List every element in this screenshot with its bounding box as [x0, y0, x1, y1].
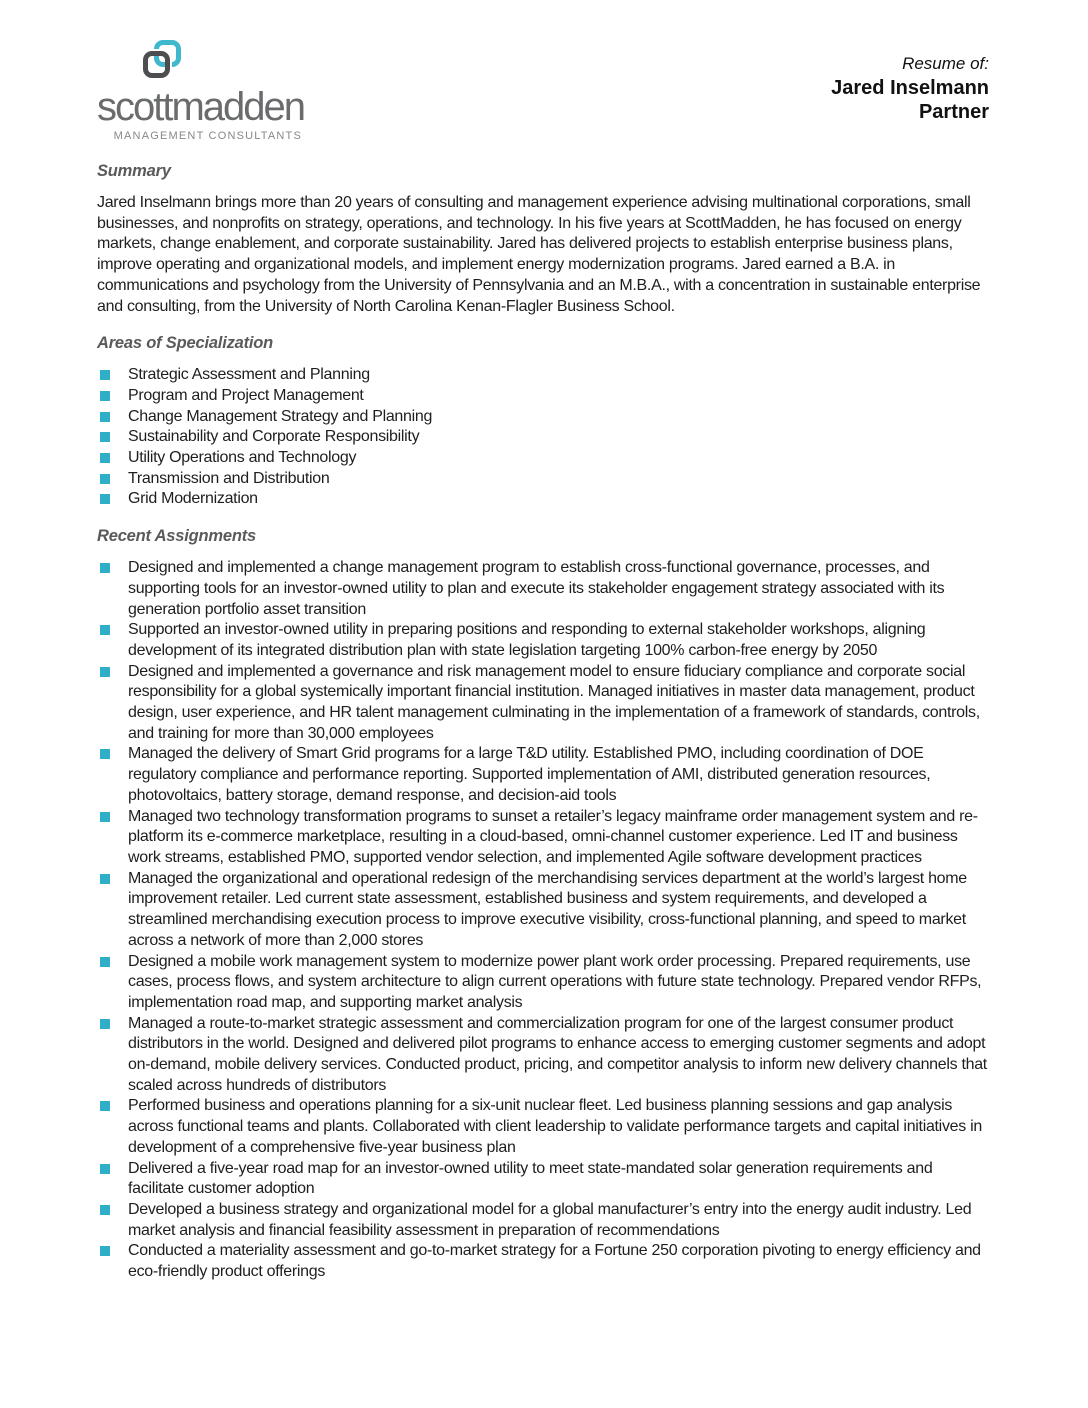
specialization-heading: Areas of Specialization — [97, 334, 274, 353]
header — [97, 40, 989, 142]
specialization-item-text: Change Management Strategy and Planning — [128, 407, 433, 425]
assignment-item-text: Conducted a materiality assessment and go-to-market strategy for a Fortune 250 corporation pivoting to energy efficiency and eco-friendly product offerings — [128, 1242, 981, 1281]
assignment-item — [97, 807, 989, 869]
specialization-item-text: Grid Modernization — [128, 490, 258, 508]
specialization-item-text: Program and Project Management — [128, 386, 364, 404]
assignment-item — [97, 620, 989, 661]
specialization-item — [97, 407, 989, 428]
assignment-item-text: Managed the delivery of Smart Grid programs for a large T&D utility. Established PMO, including coordination of DOE regulatory compliance and performance reporting. Supported implementation of AMI, distributed generation resources, photovoltaics, battery storage, demand response, and decision-aid tools — [128, 745, 931, 804]
assignment-item — [97, 952, 989, 1014]
summary-heading: Summary — [97, 162, 171, 180]
resume-header-block — [831, 52, 989, 124]
specialization-item — [97, 469, 989, 490]
assignment-item-text: Delivered a five-year road map for an investor-owned utility to meet state-mandated solar generation requirements and facilitate customer adoption — [128, 1159, 933, 1198]
assignment-item — [97, 1200, 989, 1241]
logo-gray-square-icon — [143, 51, 170, 78]
specialization-item-text: Utility Operations and Technology — [128, 449, 357, 467]
assignment-item-text: Designed and implemented a change management program to establish cross-functional governance, processes, and supporting tools for an investor-owned utility to plan and execute its stakeholder engagement strategy associated with its generation portfolio asset transition — [128, 559, 945, 618]
summary-section — [97, 162, 989, 317]
specialization-item — [97, 448, 989, 469]
specialization-item — [97, 489, 989, 510]
assignment-item — [97, 1241, 989, 1282]
assignment-item-text: Managed two technology transformation programs to sunset a retailer’s legacy mainframe order management system and re-platform its e-commerce marketplace, resulting in a cloud-based, omni-channel customer experience. Led IT and business work streams, established PMO, supported vendor selection, and implemented Agile software development practices — [128, 807, 978, 866]
assignments-heading: Recent Assignments — [97, 527, 256, 546]
assignment-item — [97, 1096, 989, 1158]
brand-wordmark: scottmadden — [97, 85, 305, 129]
specialization-item — [97, 427, 989, 448]
overlapping-squares-icon — [143, 40, 203, 84]
brand-tagline: MANAGEMENT CONSULTANTS — [113, 130, 303, 142]
assignment-item-text: Managed a route-to-market strategic assessment and commercialization program for one of the largest consumer product distributors in the world. Designed and delivered pilot programs to enhance access to emerging customer segments and adopt on-demand, mobile delivery services. Conducted product, pricing, and competitor analysis to inform new delivery channels that scaled across hundreds of distributors — [128, 1014, 987, 1094]
assignments-list — [97, 558, 989, 1283]
assignment-item-text: Performed business and operations planning for a six-unit nuclear fleet. Led business planning sessions and gap analysis across functional teams and plants. Collaborated with client leadership to validate performance targets and capital initiatives in development of a comprehensive five-year business plan — [128, 1097, 982, 1156]
assignment-item-text: Developed a business strategy and organizational model for a global manufacturer’s entry into the energy audit industry. Led market analysis and financial feasibility assessment in preparation of recommendations — [128, 1200, 972, 1239]
assignment-item — [97, 1014, 989, 1097]
specialization-item — [97, 365, 989, 386]
assignment-item-text: Supported an investor-owned utility in preparing positions and responding to external stakeholder workshops, aligning development of its integrated distribution plan with state legislation targeting 100% carbon-free energy by 2050 — [128, 621, 926, 659]
specialization-list — [97, 365, 989, 510]
person-title: Partner — [918, 101, 989, 123]
assignment-item-text: Managed the organizational and operational redesign of the merchandising services department at the world’s largest home improvement retailer. Led current state assessment, established business and system requirements, and developed a streamlined merchandising execution process to improve executive visibility, cross-functional planning, and speed to market across a network of more than 2,000 stores — [128, 869, 967, 949]
resume-of-label: Resume of: — [902, 54, 989, 73]
person-name: Jared Inselmann — [831, 77, 989, 99]
assignment-item — [97, 869, 989, 952]
scottmadden-logo — [97, 40, 304, 142]
assignment-item — [97, 744, 989, 806]
specialization-item-text: Sustainability and Corporate Responsibility — [128, 428, 420, 446]
assignment-item — [97, 662, 989, 745]
assignments-section — [97, 527, 989, 1283]
specialization-item-text: Transmission and Distribution — [128, 469, 330, 487]
assignment-item — [97, 558, 989, 620]
assignment-item-text: Designed and implemented a governance and risk management model to ensure fiduciary compliance and corporate social responsibility for a global systemically important financial institution. Managed initiatives in master data management, product design, user experience, and HR talent management culminating in the implementation of a framework of standards, controls, and training for more than 30,000 employees — [128, 662, 980, 742]
assignment-item — [97, 1159, 989, 1200]
specialization-section — [97, 334, 989, 510]
specialization-item — [97, 386, 989, 407]
specialization-item-text: Strategic Assessment and Planning — [128, 366, 370, 384]
summary-paragraph: Jared Inselmann brings more than 20 years of consulting and management experience advising multinational corporations, small businesses, and nonprofits on strategy, operations, and technology. In his five years at ScottMadden, he has focused on energy markets, change enablement, and corporate sustainability. Jared has delivered projects to establish enterprise business plans, improve operating and organizational models, and implement energy modernization programs. Jared earned a B.A. in communications and psychology from the University of Pennsylvania and an M.B.A., with a concentration in sustainable enterprise and consulting, from the University of North Carolina Kenan-Flagler Business School. — [97, 194, 981, 315]
assignment-item-text: Designed a mobile work management system to modernize power plant work order processing. Prepared requirements, use cases, process flows, and system architecture to align current operations with future state technology. Prepared vendor RFPs, implementation road map, and supporting market analysis — [128, 952, 982, 1011]
